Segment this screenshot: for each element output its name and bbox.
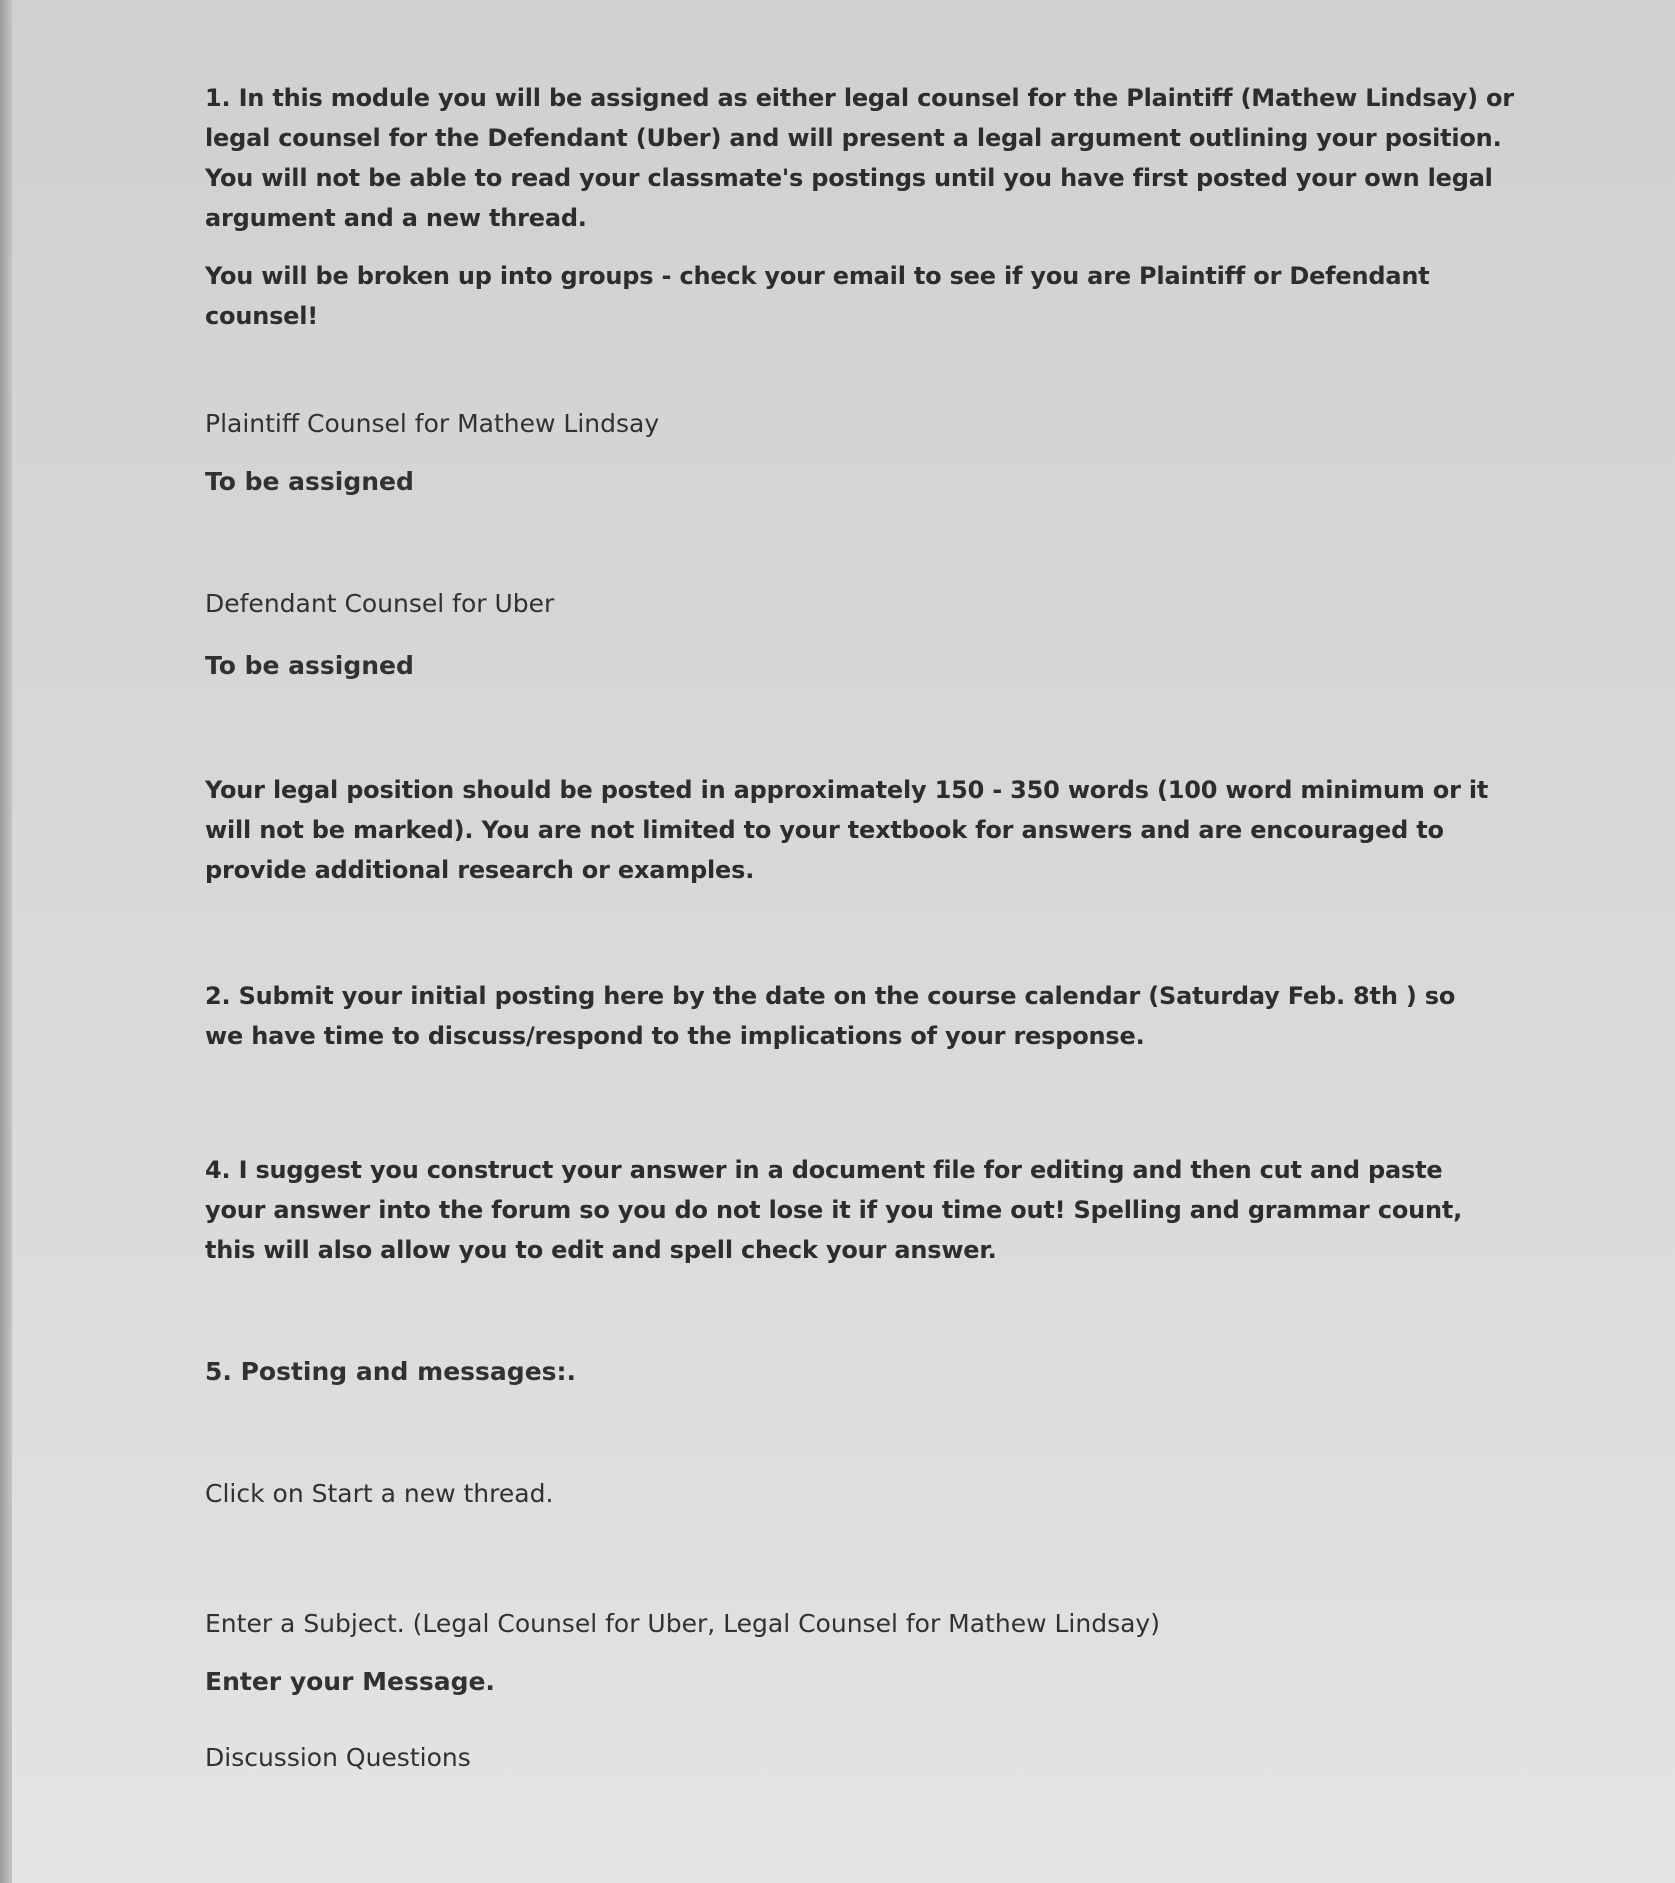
instruction-item-4: 4. I suggest you construct your answer in a document file for editing and then cut and paste your answer into the forum so you do not lose it if you time out! Spelling and grammar count, this will also allow you to edit and spell check your answer.	[205, 1156, 1463, 1264]
defendant-assignment-status: To be assigned	[205, 651, 414, 680]
posting-and-messages-heading: 5. Posting and messages:.	[205, 1357, 577, 1386]
assignment-instructions	[205, 78, 1535, 1778]
step-enter-subject: Enter a Subject. (Legal Counsel for Uber, Legal Counsel for Mathew Lindsay)	[205, 1609, 1160, 1638]
step-enter-message: Enter your Message.	[205, 1667, 495, 1696]
groups-note: You will be broken up into groups - check your email to see if you are Plaintiff or Defendant counsel!	[205, 262, 1430, 330]
monitor-bezel-edge	[0, 0, 12, 1883]
defendant-counsel-heading: Defendant Counsel for Uber	[205, 589, 555, 618]
step-start-new-thread: Click on Start a new thread.	[205, 1479, 554, 1508]
word-count-note: Your legal position should be posted in approximately 150 - 350 words (100 word minimum or it will not be marked). You are not limited to your textbook for answers and are encouraged to provide additional research or examples.	[205, 776, 1489, 884]
instruction-item-2: 2. Submit your initial posting here by the date on the course calendar (Saturday Feb. 8th ) so we have time to discuss/respond to the implications of your response.	[205, 982, 1456, 1050]
instruction-item-1: 1. In this module you will be assigned as either legal counsel for the Plaintiff (Mathew Lindsay) or legal counsel for the Defendant (Uber) and will present a legal argument outlining your position. You will not be able to read your classmate's postings until you have first posted your own legal argument and a new thread.	[205, 84, 1514, 232]
discussion-questions-heading: Discussion Questions	[205, 1743, 471, 1772]
plaintiff-counsel-heading: Plaintiff Counsel for Mathew Lindsay	[205, 409, 660, 438]
plaintiff-assignment-status: To be assigned	[205, 467, 414, 496]
